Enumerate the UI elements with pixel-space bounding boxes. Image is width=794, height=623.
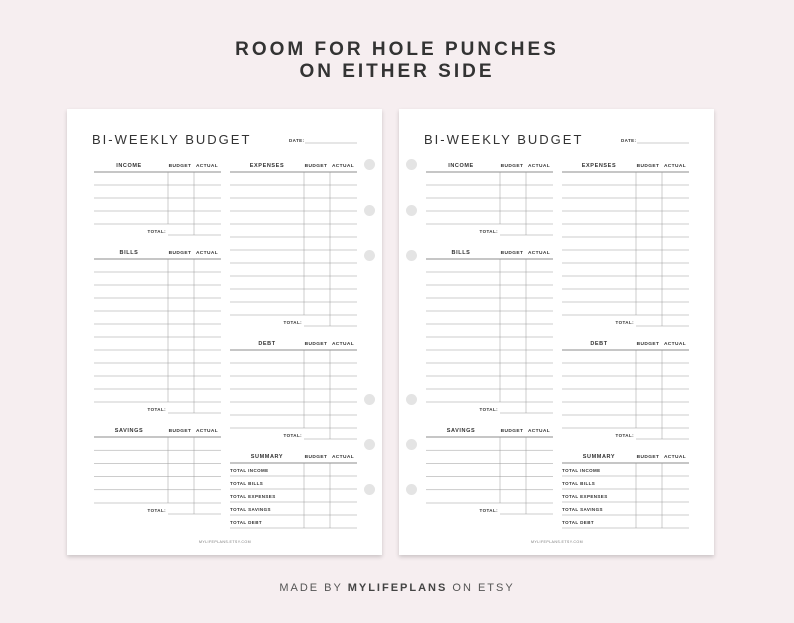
section-heading-summary: SUMMARY (250, 454, 284, 460)
budget-col-header: BUDGET (636, 342, 660, 347)
sheet-title: BI-WEEKLY BUDGET (424, 132, 584, 147)
total-label-bills: TOTAL: (479, 407, 498, 412)
headline-line-2: ON EITHER SIDE (299, 61, 495, 82)
hole-punch-icon (406, 394, 417, 405)
section-heading-debt: DEBT (590, 341, 608, 347)
budget-col-header: BUDGET (168, 429, 192, 434)
section-heading-summary: SUMMARY (582, 454, 616, 460)
budget-col-header: BUDGET (168, 251, 192, 256)
section-heading-expenses: EXPENSES (249, 163, 285, 169)
summary-row-label: TOTAL INCOME (230, 468, 269, 473)
sheet-watermark: MYLIFEPLANS.ETSY.COM (530, 540, 584, 544)
budget-col-header: BUDGET (636, 455, 660, 460)
total-label-income: TOTAL: (479, 229, 498, 234)
planner-sheet-left (67, 109, 382, 555)
actual-col-header: ACTUAL (331, 342, 355, 347)
summary-row-label: TOTAL DEBT (562, 520, 594, 525)
total-label-savings: TOTAL: (147, 508, 166, 513)
total-label-savings: TOTAL: (479, 508, 498, 513)
actual-col-header: ACTUAL (663, 342, 687, 347)
actual-col-header: ACTUAL (331, 455, 355, 460)
budget-col-header: BUDGET (636, 164, 660, 169)
total-label-debt: TOTAL: (283, 433, 302, 438)
hole-punch-icon (364, 394, 375, 405)
budget-col-header: BUDGET (304, 455, 328, 460)
actual-col-header: ACTUAL (195, 251, 219, 256)
section-heading-debt: DEBT (258, 341, 276, 347)
budget-col-header: BUDGET (500, 164, 524, 169)
hole-punch-icon (406, 205, 417, 216)
hole-punch-icon (406, 250, 417, 261)
budget-col-header: BUDGET (500, 429, 524, 434)
section-heading-savings: SAVINGS (114, 428, 144, 434)
section-heading-savings: SAVINGS (446, 428, 476, 434)
budget-col-header: BUDGET (304, 342, 328, 347)
total-label-expenses: TOTAL: (283, 320, 302, 325)
section-heading-income: INCOME (448, 163, 474, 169)
date-label: DATE: (289, 138, 305, 143)
actual-col-header: ACTUAL (195, 164, 219, 169)
hole-punch-icon (406, 159, 417, 170)
footer-credit (0, 582, 794, 594)
total-label-bills: TOTAL: (147, 407, 166, 412)
section-heading-bills: BILLS (119, 250, 139, 256)
actual-col-header: ACTUAL (663, 455, 687, 460)
planner-page-left (67, 109, 382, 555)
budget-col-header: BUDGET (304, 164, 328, 169)
summary-row-label: TOTAL BILLS (562, 481, 596, 486)
total-label-income: TOTAL: (147, 229, 166, 234)
total-label-debt: TOTAL: (615, 433, 634, 438)
headline-line-1: ROOM FOR HOLE PUNCHES (235, 39, 559, 60)
section-heading-bills: BILLS (451, 250, 471, 256)
summary-row-label: TOTAL DEBT (230, 520, 262, 525)
actual-col-header: ACTUAL (331, 164, 355, 169)
total-label-expenses: TOTAL: (615, 320, 634, 325)
section-heading-income: INCOME (116, 163, 142, 169)
summary-row-label: TOTAL EXPENSES (230, 494, 276, 499)
actual-col-header: ACTUAL (527, 164, 551, 169)
sheet-watermark: MYLIFEPLANS.ETSY.COM (198, 540, 252, 544)
planner-page-right (399, 109, 714, 555)
summary-row-label: TOTAL SAVINGS (562, 507, 603, 512)
actual-col-header: ACTUAL (195, 429, 219, 434)
summary-row-label: TOTAL INCOME (562, 468, 601, 473)
budget-col-header: BUDGET (168, 164, 192, 169)
summary-row-label: TOTAL EXPENSES (562, 494, 608, 499)
footer-brand: MYLIFEPLANS (347, 582, 448, 594)
sheet-title: BI-WEEKLY BUDGET (92, 132, 252, 147)
hole-punch-icon (406, 439, 417, 450)
footer-suffix: ON ETSY (447, 582, 515, 594)
actual-col-header: ACTUAL (527, 429, 551, 434)
hole-punch-icon (364, 205, 375, 216)
planner-sheet-right (399, 109, 714, 555)
date-label: DATE: (621, 138, 637, 143)
footer-prefix: MADE BY (279, 582, 348, 594)
hole-punch-icon (406, 484, 417, 495)
actual-col-header: ACTUAL (663, 164, 687, 169)
hole-punch-icon (364, 159, 375, 170)
summary-row-label: TOTAL SAVINGS (230, 507, 271, 512)
hole-punch-icon (364, 484, 375, 495)
hole-punch-icon (364, 250, 375, 261)
hole-punch-icon (364, 439, 375, 450)
budget-col-header: BUDGET (500, 251, 524, 256)
summary-row-label: TOTAL BILLS (230, 481, 264, 486)
section-heading-expenses: EXPENSES (581, 163, 617, 169)
actual-col-header: ACTUAL (527, 251, 551, 256)
